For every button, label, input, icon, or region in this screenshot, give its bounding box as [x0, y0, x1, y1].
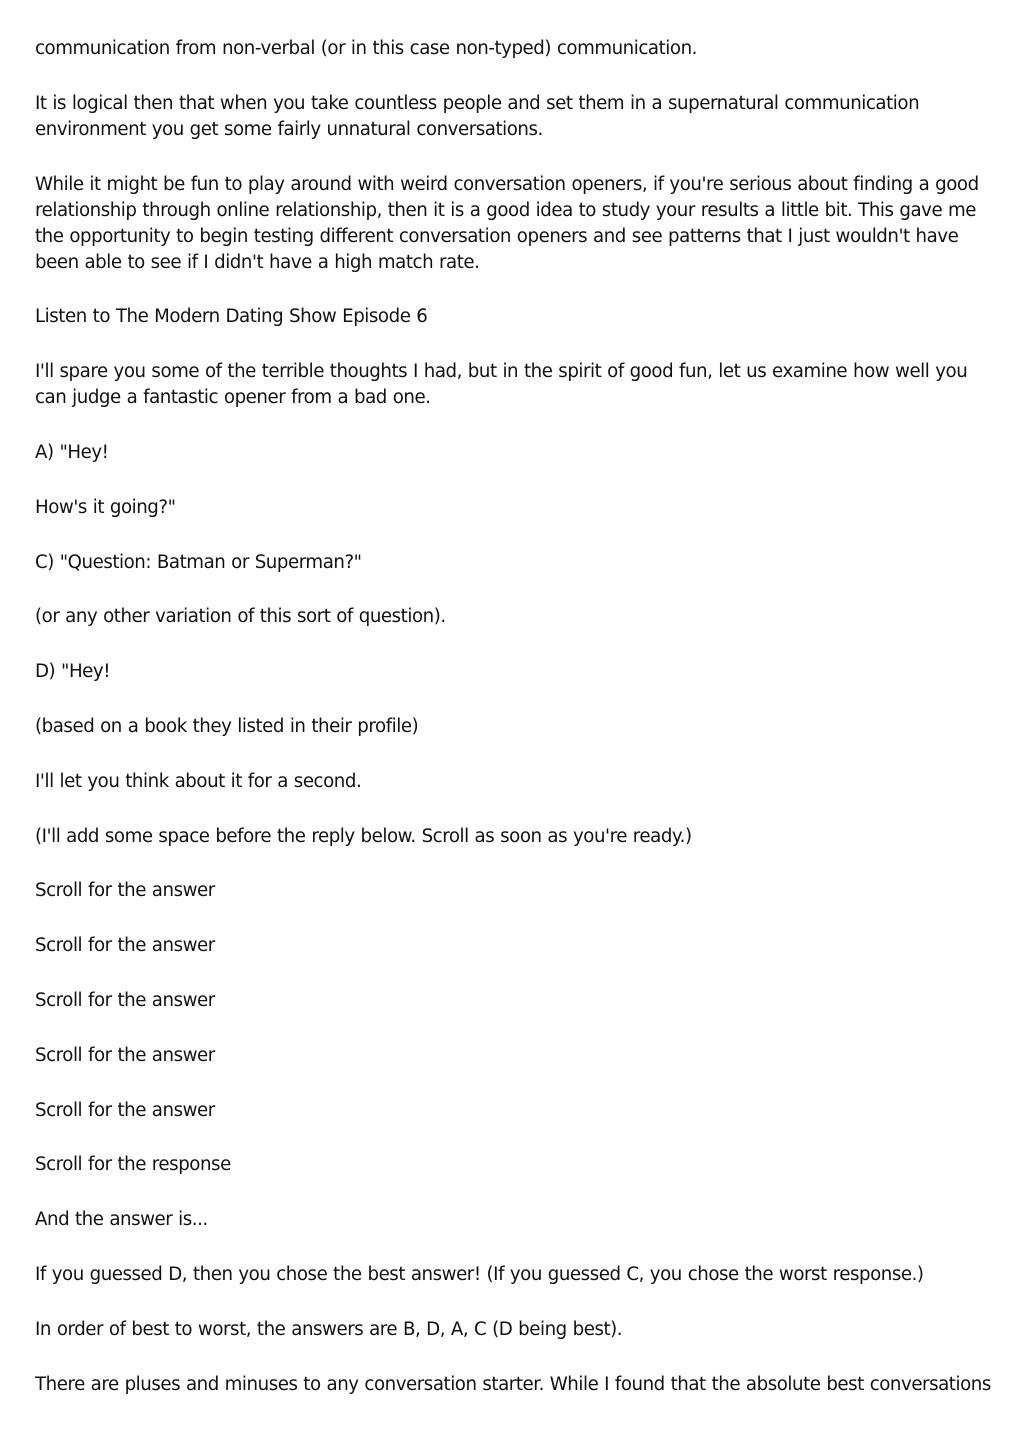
paragraph-answer-is: And the answer is... — [35, 1209, 208, 1231]
paragraph-option-c-note: (or any other variation of this sort of question). — [35, 606, 446, 628]
article-body — [35, 36, 995, 1398]
paragraph-pluses-minuses: There are pluses and minuses to any conversation starter. While I found that the absolute best conversations — [35, 1373, 991, 1395]
paragraph-scroll-5: Scroll for the answer — [35, 1099, 215, 1121]
paragraph-study-results: While it might be fun to play around with weird conversation openers, if you're serious about finding a good relationship through online relationship, then it is a good idea to study your results a little bit. This gave me the opportunity to begin testing different conversation openers and see patterns that I just wouldn't have been able to see if I didn't have a high match rate. — [35, 173, 979, 273]
paragraph-unnatural-conversations: It is logical then that when you take countless people and set them in a supernatural communication environment you get some fairly unnatural conversations. — [35, 92, 920, 140]
paragraph-listen-episode: Listen to The Modern Dating Show Episode 6 — [35, 306, 428, 328]
paragraph-scroll-2: Scroll for the answer — [35, 935, 215, 957]
paragraph-think: I'll let you think about it for a second. — [35, 770, 362, 792]
paragraph-scroll-1: Scroll for the answer — [35, 880, 215, 902]
paragraph-option-a: A) "Hey! — [35, 441, 109, 463]
paragraph-option-a-continued: How's it going?" — [35, 496, 176, 518]
paragraph-add-space: (I'll add some space before the reply below. Scroll as soon as you're ready.) — [35, 825, 692, 847]
paragraph-scroll-response: Scroll for the response — [35, 1154, 231, 1176]
paragraph-scroll-4: Scroll for the answer — [35, 1044, 215, 1066]
paragraph-judge-opener: I'll spare you some of the terrible thoughts I had, but in the spirit of good fun, let us examine how well you can judge a fantastic opener from a bad one. — [35, 361, 968, 409]
paragraph-nonverbal: communication from non-verbal (or in this case non-typed) communication. — [35, 38, 697, 59]
paragraph-option-d-note: (based on a book they listed in their profile) — [35, 715, 419, 737]
paragraph-option-d: D) "Hey! — [35, 661, 111, 683]
paragraph-order: In order of best to worst, the answers are B, D, A, C (D being best). — [35, 1318, 623, 1340]
paragraph-option-c: C) "Question: Batman or Superman?" — [35, 551, 362, 573]
paragraph-scroll-3: Scroll for the answer — [35, 989, 215, 1011]
paragraph-guessed-d: If you guessed D, then you chose the best answer! (If you guessed C, you chose the worst response.) — [35, 1263, 924, 1285]
